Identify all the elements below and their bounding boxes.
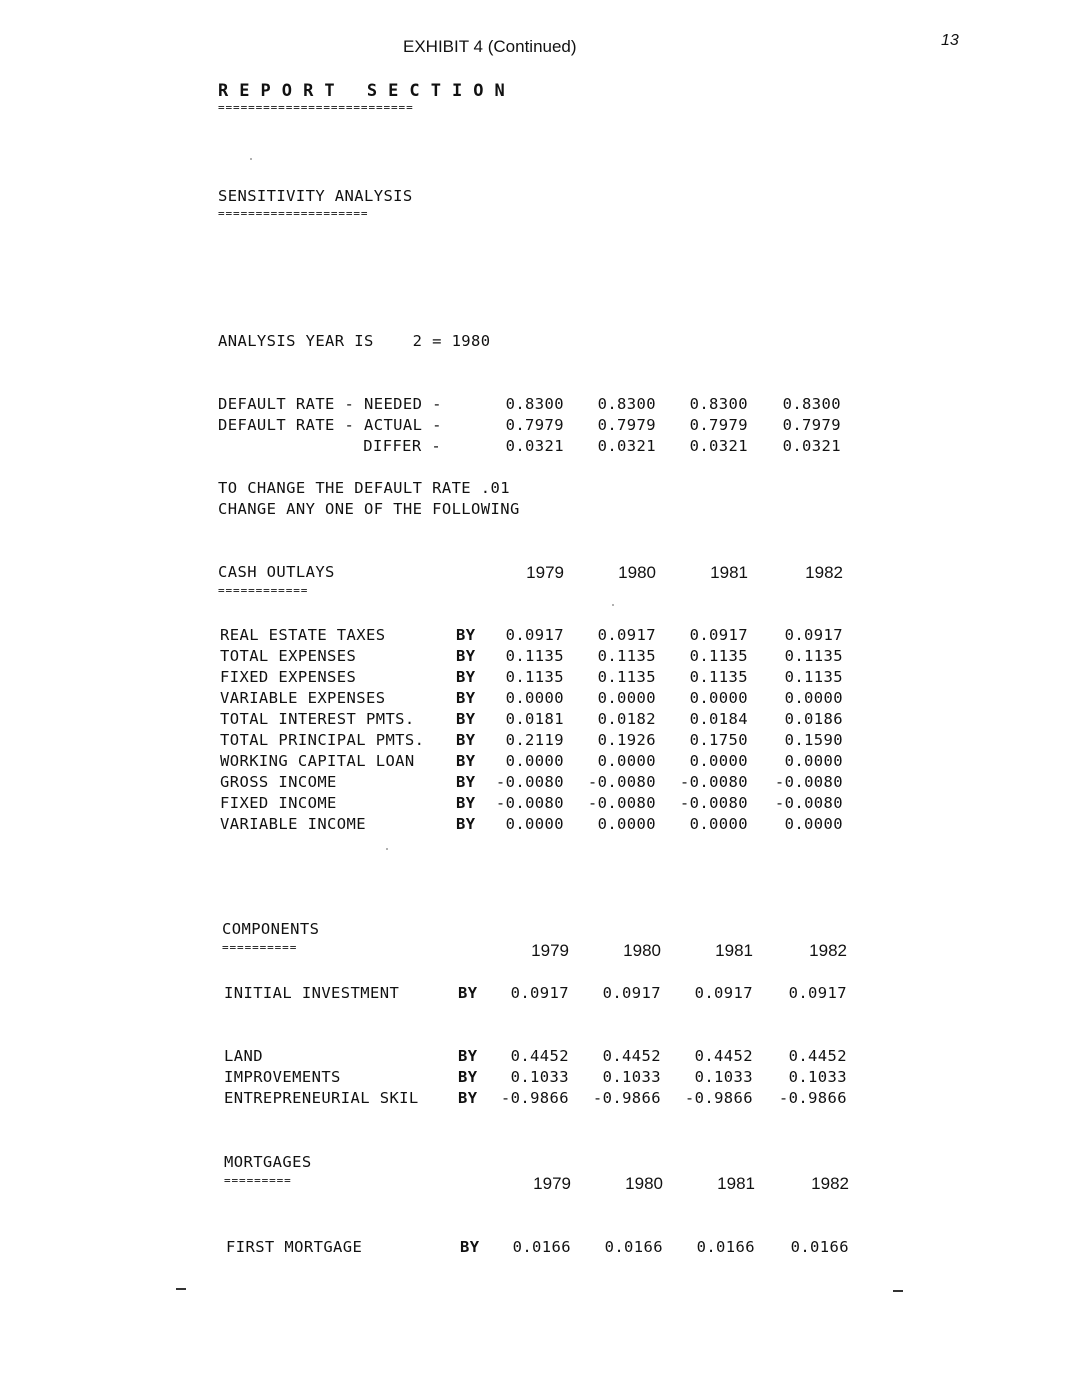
table-cell: 0.1033: [694, 1068, 753, 1086]
by-marker: BY: [458, 1089, 478, 1107]
report-section-title: R E P O R T S E C T I O N: [218, 81, 506, 101]
mortgages-underline: =========: [224, 1174, 292, 1187]
year-header: 1980: [623, 941, 661, 960]
table-row-label: GROSS INCOME: [220, 773, 337, 791]
table-row-label: VARIABLE INCOME: [220, 815, 366, 833]
table-row-label: TOTAL PRINCIPAL PMTS.: [220, 731, 425, 749]
table-cell: 0.0166: [512, 1238, 571, 1256]
table-cell: 0.1135: [505, 647, 564, 665]
year-header: 1981: [715, 941, 753, 960]
table-cell: -0.0080: [495, 773, 564, 791]
by-marker: BY: [456, 647, 476, 665]
default-rate-label: DIFFER -: [227, 437, 442, 455]
table-cell: 0.0917: [602, 984, 661, 1002]
table-cell: 0.1750: [689, 731, 748, 749]
table-row-label: FIXED INCOME: [220, 794, 337, 812]
by-marker: BY: [456, 710, 476, 728]
table-cell: 0.2119: [505, 731, 564, 749]
table-cell: 0.4452: [694, 1047, 753, 1065]
table-cell: 0.1135: [505, 668, 564, 686]
table-cell: 0.0917: [689, 626, 748, 644]
year-header: 1980: [625, 1174, 663, 1193]
default-rate-value: 0.7979: [782, 416, 841, 434]
components-title: COMPONENTS: [222, 920, 320, 938]
table-cell: 0.0917: [788, 984, 847, 1002]
year-header: 1980: [618, 563, 656, 582]
table-cell: 0.0917: [505, 626, 564, 644]
year-header: 1981: [717, 1174, 755, 1193]
by-marker: BY: [458, 984, 478, 1002]
default-rate-label: DEFAULT RATE - NEEDED -: [218, 395, 442, 413]
table-cell: 0.0166: [790, 1238, 849, 1256]
table-cell: -0.9866: [684, 1089, 753, 1107]
sensitivity-title: SENSITIVITY ANALYSIS: [218, 187, 413, 205]
table-cell: 0.0000: [784, 815, 843, 833]
year-header: 1979: [531, 941, 569, 960]
cash-outlays-title: CASH OUTLAYS: [218, 563, 335, 581]
table-cell: 0.0000: [689, 689, 748, 707]
default-rate-value: 0.0321: [689, 437, 748, 455]
table-cell: 0.0000: [597, 815, 656, 833]
by-marker: BY: [456, 773, 476, 791]
table-cell: -0.0080: [774, 794, 843, 812]
table-cell: 0.0000: [784, 689, 843, 707]
table-cell: 0.1135: [689, 668, 748, 686]
mortgages-title: MORTGAGES: [224, 1153, 312, 1171]
table-row-label: LAND: [224, 1047, 263, 1065]
table-cell: 0.1135: [784, 647, 843, 665]
table-cell: -0.0080: [587, 773, 656, 791]
table-cell: 0.1590: [784, 731, 843, 749]
by-marker: BY: [458, 1047, 478, 1065]
default-rate-value: 0.7979: [505, 416, 564, 434]
table-cell: 0.4452: [788, 1047, 847, 1065]
table-cell: -0.0080: [774, 773, 843, 791]
default-rate-label: DEFAULT RATE - ACTUAL -: [218, 416, 442, 434]
table-row-label: WORKING CAPITAL LOAN: [220, 752, 415, 770]
table-row-label: ENTREPRENEURIAL SKIL: [224, 1089, 419, 1107]
by-marker: BY: [458, 1068, 478, 1086]
table-cell: 0.4452: [602, 1047, 661, 1065]
table-cell: 0.0166: [604, 1238, 663, 1256]
table-cell: 0.4452: [510, 1047, 569, 1065]
report-section-underline: ==========================: [218, 101, 414, 114]
year-header: 1982: [809, 941, 847, 960]
table-cell: -0.9866: [592, 1089, 661, 1107]
scan-speck: [250, 158, 252, 160]
default-rate-value: 0.8300: [597, 395, 656, 413]
table-cell: 0.1135: [784, 668, 843, 686]
table-cell: 0.0000: [505, 815, 564, 833]
table-cell: 0.1033: [788, 1068, 847, 1086]
year-header: 1982: [805, 563, 843, 582]
by-marker: BY: [456, 731, 476, 749]
sensitivity-underline: ====================: [218, 207, 369, 220]
scan-speck: [612, 604, 614, 606]
default-rate-value: 0.8300: [689, 395, 748, 413]
scan-speck: [386, 848, 388, 850]
table-cell: 0.0184: [689, 710, 748, 728]
table-cell: 0.0000: [597, 752, 656, 770]
footer-dash-left: [176, 1288, 186, 1290]
table-cell: 0.1926: [597, 731, 656, 749]
table-cell: 0.0917: [784, 626, 843, 644]
instruction-line-1: TO CHANGE THE DEFAULT RATE .01: [218, 479, 510, 497]
by-marker: BY: [456, 626, 476, 644]
table-row-label: IMPROVEMENTS: [224, 1068, 341, 1086]
table-cell: 0.0000: [784, 752, 843, 770]
default-rate-value: 0.0321: [505, 437, 564, 455]
analysis-year: ANALYSIS YEAR IS 2 = 1980: [218, 332, 491, 350]
table-cell: 0.0917: [694, 984, 753, 1002]
page-number: 13: [941, 32, 959, 49]
by-marker: BY: [456, 794, 476, 812]
table-cell: 0.0000: [505, 689, 564, 707]
table-cell: 0.1135: [689, 647, 748, 665]
year-header: 1979: [533, 1174, 571, 1193]
default-rate-value: 0.0321: [597, 437, 656, 455]
table-cell: 0.0917: [597, 626, 656, 644]
table-cell: 0.1033: [510, 1068, 569, 1086]
table-cell: 0.0917: [510, 984, 569, 1002]
table-cell: 0.1135: [597, 647, 656, 665]
default-rate-value: 0.7979: [597, 416, 656, 434]
by-marker: BY: [456, 752, 476, 770]
table-cell: 0.1033: [602, 1068, 661, 1086]
table-cell: -0.0080: [587, 794, 656, 812]
table-cell: 0.0182: [597, 710, 656, 728]
table-cell: 0.1135: [597, 668, 656, 686]
table-cell: 0.0000: [689, 752, 748, 770]
by-marker: BY: [456, 689, 476, 707]
by-marker: BY: [460, 1238, 480, 1256]
cash-outlays-underline: ============: [218, 584, 309, 597]
table-row-label: VARIABLE EXPENSES: [220, 689, 386, 707]
default-rate-value: 0.7979: [689, 416, 748, 434]
table-row-label: TOTAL EXPENSES: [220, 647, 357, 665]
components-underline: ==========: [222, 941, 298, 954]
year-header: 1981: [710, 563, 748, 582]
table-cell: -0.9866: [778, 1089, 847, 1107]
year-header: 1982: [811, 1174, 849, 1193]
table-row-label: FIRST MORTGAGE: [226, 1238, 363, 1256]
table-row-label: REAL ESTATE TAXES: [220, 626, 386, 644]
table-cell: -0.0080: [679, 773, 748, 791]
table-cell: -0.0080: [495, 794, 564, 812]
by-marker: BY: [456, 815, 476, 833]
instruction-line-2: CHANGE ANY ONE OF THE FOLLOWING: [218, 500, 520, 518]
table-cell: 0.0181: [505, 710, 564, 728]
default-rate-value: 0.8300: [505, 395, 564, 413]
footer-dash-right: [893, 1290, 903, 1292]
table-cell: -0.0080: [679, 794, 748, 812]
default-rate-value: 0.0321: [782, 437, 841, 455]
table-cell: 0.0186: [784, 710, 843, 728]
table-row-label: INITIAL INVESTMENT: [224, 984, 400, 1002]
exhibit-title: EXHIBIT 4 (Continued): [403, 37, 577, 56]
table-row-label: TOTAL INTEREST PMTS.: [220, 710, 415, 728]
table-cell: 0.0000: [689, 815, 748, 833]
year-header: 1979: [526, 563, 564, 582]
by-marker: BY: [456, 668, 476, 686]
table-row-label: FIXED EXPENSES: [220, 668, 357, 686]
default-rate-value: 0.8300: [782, 395, 841, 413]
table-cell: -0.9866: [500, 1089, 569, 1107]
table-cell: 0.0166: [696, 1238, 755, 1256]
table-cell: 0.0000: [505, 752, 564, 770]
table-cell: 0.0000: [597, 689, 656, 707]
